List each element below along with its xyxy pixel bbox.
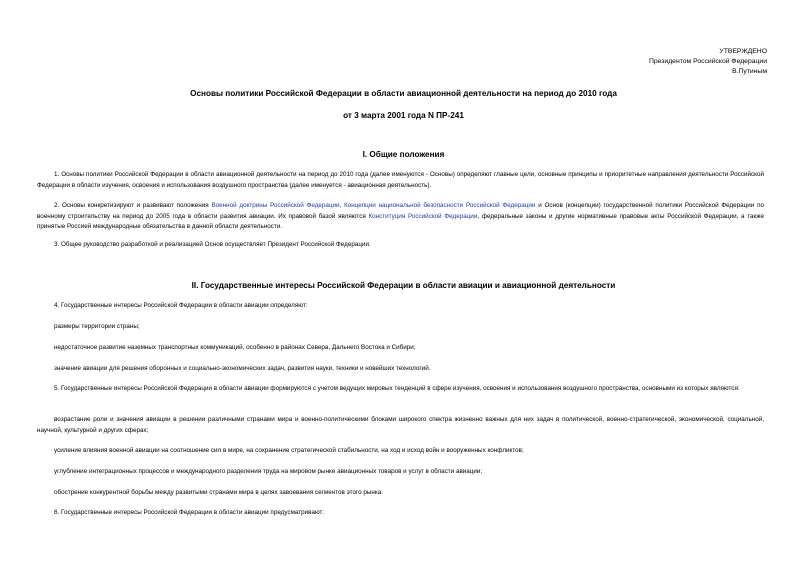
- approval-label: УТВЕРЖДЕНО: [719, 48, 767, 55]
- paragraph-2: [37, 201, 764, 233]
- paragraph-3: 3. Общее руководство разработкой и реализацией Основ осуществляет Президент Российской Федерации.: [54, 241, 371, 248]
- paragraph-5-item-military-influence: усиление влияния военной авиации на соотношение сил в мире, на сохранение стратегической стабильности, на ход и исход войн и вооруженных конфликтов;: [54, 447, 524, 454]
- paragraph-5-item-competition: обострение конкурентной борьбы между развитыми странами мира в целях завоевания сегментов этого рынка.: [54, 489, 384, 496]
- link-military-doctrine[interactable]: Военной доктрины Российской Федерации: [211, 202, 340, 209]
- paragraph-2-end: , федеральные законы и другие нормативные правовые акты Российской Федерации, а также принятые Россией международные обязательства в данной области деятельности.: [37, 212, 765, 231]
- section-1-heading: I. Общие положения: [362, 150, 445, 159]
- paragraph-5: 5. Государственные интересы Российской Федерации в области авиации формируются с учетом ведущих мировых тенденций в сфере изучения, освоения и использования воздушного пространства, основными из которых являются:: [54, 385, 740, 392]
- paragraph-2-separator: ,: [339, 202, 345, 209]
- link-constitution[interactable]: Конституция Российской Федерации: [368, 212, 478, 220]
- approval-authority: Президентом Российской Федерации: [649, 58, 767, 65]
- document-date: от 3 марта 2001 года N ПР-241: [343, 111, 464, 120]
- document-title: Основы политики Российской Федерации в области авиационной деятельности на период до 2010 года: [190, 89, 617, 98]
- paragraph-4-item-territory: размеры территории страны;: [54, 323, 140, 330]
- paragraph-2-start: 2. Основы конкретизируют и развивают положения: [54, 202, 212, 209]
- paragraph-4: 4. Государственные интересы Российской Федерации в области авиации определяют:: [54, 302, 308, 309]
- paragraph-4-item-significance: значение авиации для решения оборонных и социально-экономических задач, развития науки, техники и новейших технологий.: [54, 365, 431, 372]
- section-2-heading: II. Государственные интересы Российской Федерации в области авиации и авиационной деятельности: [191, 281, 616, 290]
- paragraph-2-middle: и Основ (концепции) государственной политики Российской Федерации по военному строительству на период до 2005 года в области развития авиации. Их правовой базой являются: [37, 202, 764, 220]
- paragraph-4-item-transport: недостаточное развитие наземных транспортных коммуникаций, особенно в районах Севера, Дальнего Востока и Сибири;: [54, 344, 416, 351]
- paragraph-1: 1. Основы политики Российской Федерации в области авиационной деятельности на период до 2010 года (далее именуются - Основы) определяют главные цели, основные принципы и приоритетные направления деятельности Российской Федерации в области изучения, освоения и использования воздушного пространства (далее именуется - авиационная деятельность).: [37, 171, 764, 189]
- link-national-security-concept[interactable]: Концепции национальной безопасности Российской Федерации: [344, 202, 536, 209]
- approval-stamp: [649, 47, 767, 77]
- approval-signatory: В.Путиным: [732, 68, 767, 75]
- paragraph-5-item-integration: углубление интеграционных процессов и международного разделения труда на мировом рынке авиационных товаров и услуг в области авиации;: [54, 468, 483, 475]
- paragraph-5-item-role: возрастание роли и значения авиации в решении различными странами мира и военно-политическими блоками широкого спектра жизненно важных для них задач в политической, военно-стратегической, экономической, социальной, научной, культурной и других сферах;: [37, 416, 764, 434]
- paragraph-6: 6. Государственные интересы Российской Федерации в области авиации предусматривают:: [54, 509, 325, 516]
